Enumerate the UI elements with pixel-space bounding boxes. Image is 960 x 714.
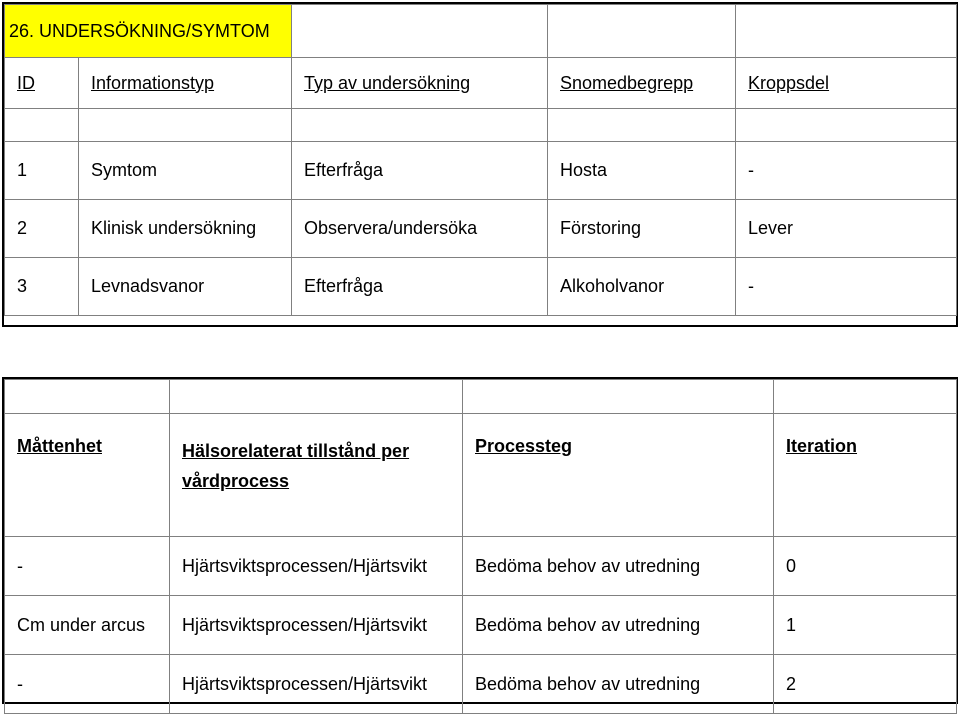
cell-tillstand: Hjärtsviktsprocessen/Hjärtsvikt [170, 655, 463, 714]
spacer-cell [774, 380, 957, 414]
spacer-cell [292, 109, 548, 142]
header-kroppsdel: Kroppsdel [736, 58, 957, 109]
table-row [5, 537, 957, 596]
empty-cell [736, 5, 957, 58]
examination-table [4, 4, 957, 316]
cell-kroppsdel: Lever [736, 200, 957, 258]
header-halsorelaterat-line2: vårdprocess [182, 471, 290, 491]
cell-kroppsdel: - [736, 142, 957, 200]
cell-iteration: 2 [774, 655, 957, 714]
cell-mattenhet: Cm under arcus [5, 596, 170, 655]
cell-snomed: Förstoring [548, 200, 736, 258]
table-row [5, 596, 957, 655]
cell-snomed: Hosta [548, 142, 736, 200]
spacer-cell [463, 380, 774, 414]
empty-cell [292, 5, 548, 58]
header-iteration: Iteration [774, 414, 957, 537]
cell-iteration: 1 [774, 596, 957, 655]
cell-snomed: Alkoholvanor [548, 258, 736, 316]
spacer-cell [170, 380, 463, 414]
header-halsorelaterat-line1: Hälsorelaterat tillstånd per [182, 441, 410, 461]
header-id: ID [5, 58, 79, 109]
spacer-cell [5, 380, 170, 414]
empty-cell [548, 5, 736, 58]
table-row [5, 200, 957, 258]
cell-processteg: Bedöma behov av utredning [463, 537, 774, 596]
section-title: 26. UNDERSÖKNING/SYMTOM [5, 5, 292, 58]
cell-kroppsdel: - [736, 258, 957, 316]
spacer-cell [736, 109, 957, 142]
spacer-cell [5, 109, 79, 142]
cell-id: 2 [5, 200, 79, 258]
cell-mattenhet: - [5, 537, 170, 596]
cell-typ: Observera/undersöka [292, 200, 548, 258]
header-processteg: Processteg [463, 414, 774, 537]
cell-id: 3 [5, 258, 79, 316]
header-informationstyp: Informationstyp [79, 58, 292, 109]
table-row [5, 258, 957, 316]
cell-informationstyp: Levnadsvanor [79, 258, 292, 316]
header-mattenhet: Måttenhet [5, 414, 170, 537]
header-typ-av-undersokning: Typ av undersökning [292, 58, 548, 109]
cell-processteg: Bedöma behov av utredning [463, 655, 774, 714]
header-snomedbegrepp: Snomedbegrepp [548, 58, 736, 109]
cell-mattenhet: - [5, 655, 170, 714]
cell-tillstand: Hjärtsviktsprocessen/Hjärtsvikt [170, 537, 463, 596]
cell-informationstyp: Klinisk undersökning [79, 200, 292, 258]
cell-informationstyp: Symtom [79, 142, 292, 200]
cell-processteg: Bedöma behov av utredning [463, 596, 774, 655]
cell-id: 1 [5, 142, 79, 200]
table-row [5, 142, 957, 200]
process-table [4, 379, 957, 714]
cell-tillstand: Hjärtsviktsprocessen/Hjärtsvikt [170, 596, 463, 655]
cell-typ: Efterfråga [292, 142, 548, 200]
table-row [5, 655, 957, 714]
cell-typ: Efterfråga [292, 258, 548, 316]
spacer-cell [548, 109, 736, 142]
header-halsorelaterat [170, 414, 463, 537]
cell-iteration: 0 [774, 537, 957, 596]
spacer-cell [79, 109, 292, 142]
